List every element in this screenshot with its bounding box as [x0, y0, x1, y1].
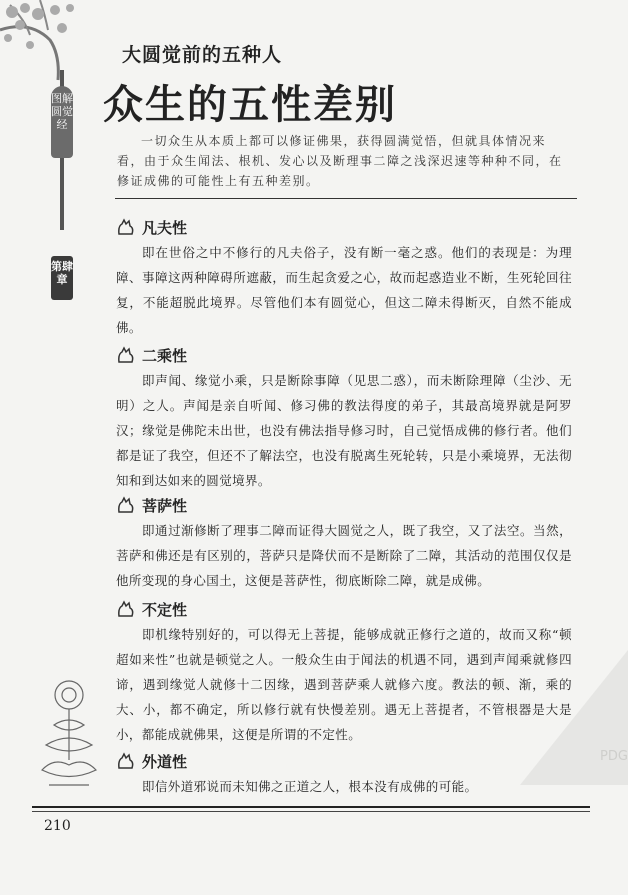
hand-mudra-icon — [116, 346, 136, 364]
section-fanfu — [116, 216, 572, 340]
section-body: 即声闻、缘觉小乘，只是断除事障（见思二惑），而未断除理障（尘沙、无明）之人。声闻是亲自听闻、修习佛的教法得度的弟子，其最高境界就是阿罗汉；缘觉是佛陀未出世，也没有佛法指导修习时，自己觉悟成佛的修行者。他们都是证了我空，但还不了解法空，也没有脱离生死轮转，只是小乘境界，无法彻知和到达如来的圆觉境界。 — [116, 373, 572, 488]
watermark — [500, 610, 628, 785]
section-pusa — [116, 494, 572, 593]
chapter-tab-label: 第肆章 — [51, 260, 73, 286]
section-body: 即通过渐修断了理事二障而证得大圆觉之人，既了我空，又了法空。当然，菩萨和佛还是有区别的，菩萨只是降伏而不是断除了二障，其活动的范围仅仅是他所变现的身心国土，这便是菩萨性，彻底断除二障，就是成佛。 — [116, 523, 572, 588]
hand-mudra-icon — [116, 600, 136, 618]
section-title: 外道性 — [142, 752, 188, 771]
intro-paragraph: 一切众生从本质上都可以修证佛果，获得圆满觉悟，但就具体情况来看，由于众生闻法、根机、发心以及断理事二障之浅深迟速等种种不同，在修证成佛的可能性上有五种差别。 — [117, 134, 563, 188]
side-tab — [48, 70, 76, 286]
hand-mudra-icon — [116, 496, 136, 514]
page-title: 众生的五性差别 — [103, 81, 397, 128]
section-body: 即机缘特别好的，可以得无上菩提，能够成就正修行之道的，故而又称“顿超如来性”也就是顿觉之人。一般众生由于闻法的机遇不同，遇到声闻乘就修四谛，遇到缘觉人就修十二因缘，遇到菩萨乘人就修六度。教法的顿、渐，乘的大、小，都不确定，所以修行就有快慢差别。遇无上菩提者，不管根器是大是小，都能成就佛果，这便是所谓的不定性。 — [116, 627, 572, 742]
page-subtitle: 大圆觉前的五种人 — [122, 44, 283, 66]
section-title: 菩萨性 — [142, 496, 188, 515]
page-number: 210 — [44, 818, 71, 834]
section-body: 即信外道邪说而未知佛之正道之人，根本没有成佛的可能。 — [142, 779, 478, 794]
lotus-ornament-icon — [34, 665, 104, 795]
footer-rule-thin — [32, 811, 590, 812]
section-ersheng — [116, 344, 572, 493]
section-title: 不定性 — [142, 600, 188, 619]
hand-mudra-icon — [116, 218, 136, 236]
divider — [115, 198, 577, 199]
footer-rule — [32, 806, 590, 808]
hand-mudra-icon — [116, 752, 136, 770]
section-title: 凡夫性 — [142, 218, 188, 237]
section-body: 即在世俗之中不修行的凡夫俗子，没有断一毫之惑。他们的表现是：为理障、事障这两种障碍所遮蔽，而生起贪爱之心，故而起惑造业不断，生死轮回往复，不能超脱此境界。尽管他们本有圆觉心，但这二障未得断灭，自然不能成佛。 — [116, 245, 572, 335]
section-title: 二乘性 — [142, 346, 188, 365]
book-tab-label: 图解圆觉经 — [51, 92, 73, 131]
watermark-text: PDG — [600, 749, 628, 764]
